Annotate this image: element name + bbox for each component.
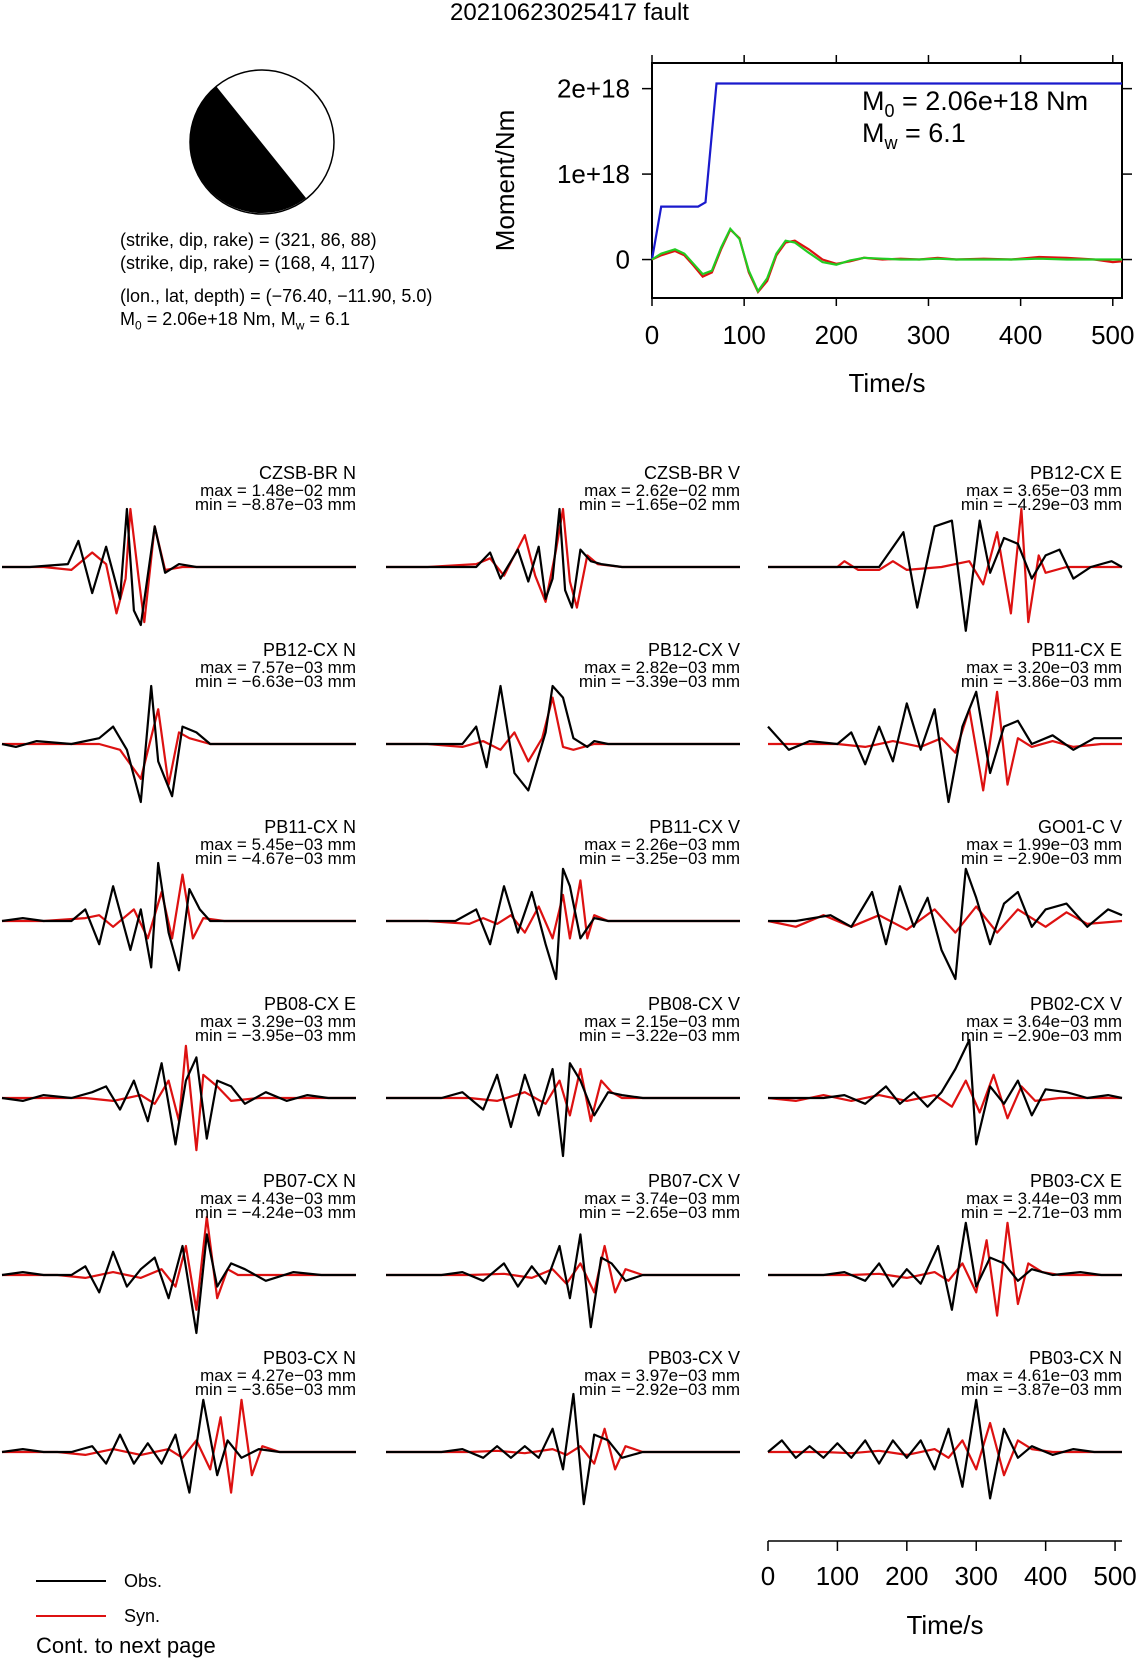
max-amplitude-label: max = 3.29e−03 mm (200, 1012, 356, 1031)
synthetic-waveform (386, 1246, 740, 1292)
max-amplitude-label: max = 3.44e−03 mm (966, 1189, 1122, 1208)
station-label: PB03-CX V (647, 1348, 740, 1368)
waveform-panel (386, 994, 740, 1156)
synthetic-waveform (768, 1075, 1122, 1119)
max-amplitude-label: max = 2.26e−03 mm (584, 835, 740, 854)
min-amplitude-label: min = −2.90e−03 mm (960, 849, 1122, 868)
observed-waveform (768, 869, 1122, 979)
min-amplitude-label: min = −3.95e−03 mm (194, 1026, 356, 1045)
synthetic-waveform (386, 1069, 740, 1121)
legend-obs-label: Obs. (124, 1571, 163, 1591)
page-title: 20210623025417 fault (450, 0, 689, 26)
waveform-grid (0, 460, 1139, 1660)
continue-note: Cont. to next page (36, 1633, 216, 1658)
min-amplitude-label: min = −2.92e−03 mm (578, 1380, 740, 1399)
observed-waveform (768, 1223, 1122, 1310)
synthetic-waveform (386, 880, 740, 938)
waveform-panel (768, 640, 1122, 802)
min-amplitude-label: min = −3.39e−03 mm (578, 672, 740, 691)
waveform-panel (2, 994, 356, 1150)
moment-y-tick-label: 1e+18 (556, 159, 630, 190)
moment-annotation-m0-sub: 0 (884, 101, 895, 121)
max-amplitude-label: max = 4.43e−03 mm (200, 1189, 356, 1208)
station-label: PB07-CX V (647, 1171, 740, 1191)
legend-syn-label: Syn. (124, 1606, 161, 1626)
moment-x-tick-label: 100 (722, 320, 766, 350)
max-amplitude-label: max = 2.62e−02 mm (584, 481, 740, 500)
moment-annotation-m0: $M_0 = 2.06e+18$ Nm (862, 86, 1089, 121)
station-label: PB11-CX N (264, 817, 356, 837)
waveform-x-tick-label: 200 (885, 1561, 929, 1591)
waveform-panel (768, 463, 1122, 631)
observed-waveform (2, 863, 356, 970)
info-line-location: (lon., lat, depth) = (−76.40, −11.90, 5.0) (120, 286, 433, 306)
synthetic-waveform (2, 1046, 356, 1150)
waveform-x-tick-label: 400 (1023, 1561, 1068, 1591)
max-amplitude-label: max = 3.97e−03 mm (584, 1366, 740, 1385)
observed-waveform (386, 1063, 740, 1156)
min-amplitude-label: min = −3.65e−03 mm (194, 1380, 356, 1399)
moment-x-tick-label: 500 (1091, 320, 1135, 350)
observed-waveform (386, 686, 740, 790)
min-amplitude-label: min = −1.65e−02 mm (578, 495, 740, 514)
waveform-panel (386, 817, 740, 979)
legend-obs-line (36, 1580, 106, 1582)
synthetic-waveform (768, 509, 1122, 622)
info-m0-value: = 2.06e+18 Nm, M (141, 309, 296, 329)
max-amplitude-label: max = 1.48e−02 mm (200, 481, 356, 500)
moment-annotation-mw: $M_w = 6.1$ (862, 118, 966, 153)
waveform-panel (2, 1348, 356, 1493)
info-mw-value: = 6.1 (304, 309, 350, 329)
station-label: PB12-CX E (1029, 463, 1122, 483)
max-amplitude-label: max = 7.57e−03 mm (200, 658, 356, 677)
moment-annotation-mw-sub: w (884, 133, 898, 153)
moment-series-line-3 (652, 229, 1122, 291)
min-amplitude-label: min = −3.25e−03 mm (578, 849, 740, 868)
station-label: PB08-CX E (263, 994, 356, 1014)
waveform-x-axis-label: Time/s (906, 1610, 984, 1640)
min-amplitude-label: min = −2.90e−03 mm (960, 1026, 1122, 1045)
moment-x-tick-label: 0 (644, 320, 660, 350)
station-label: PB11-CX V (649, 817, 740, 837)
synthetic-waveform (386, 698, 740, 762)
station-label: PB03-CX N (262, 1348, 356, 1368)
waveform-x-tick-label: 500 (1093, 1561, 1137, 1591)
station-label: PB07-CX N (262, 1171, 356, 1191)
max-amplitude-label: max = 3.20e−03 mm (966, 658, 1122, 677)
station-label: PB12-CX N (262, 640, 356, 660)
max-amplitude-label: max = 4.27e−03 mm (200, 1366, 356, 1385)
observed-waveform (768, 1400, 1122, 1499)
synthetic-waveform (768, 1423, 1122, 1475)
observed-waveform (386, 509, 740, 608)
waveform-panel (386, 1348, 740, 1504)
waveform-panel (2, 1171, 356, 1333)
station-label: PB11-CX E (1031, 640, 1122, 660)
max-amplitude-label: max = 4.61e−03 mm (966, 1366, 1122, 1385)
moment-x-tick-label: 400 (998, 320, 1043, 350)
max-amplitude-label: max = 3.65e−03 mm (966, 481, 1122, 500)
synthetic-waveform (768, 1223, 1122, 1316)
synthetic-waveform (768, 907, 1122, 933)
moment-y-tick-label: 0 (615, 244, 630, 275)
info-m0-sub: 0 (135, 318, 142, 333)
observed-waveform (2, 1400, 356, 1493)
moment-x-tick-label: 300 (906, 320, 951, 350)
waveform-panel (768, 817, 1122, 979)
moment-x-tick-label: 200 (814, 320, 859, 350)
station-label: GO01-C V (1037, 817, 1122, 837)
observed-waveform (386, 1394, 740, 1504)
min-amplitude-label: min = −4.67e−03 mm (194, 849, 356, 868)
station-label: PB03-CX N (1028, 1348, 1122, 1368)
observed-waveform (2, 1057, 356, 1144)
waveform-panel (386, 463, 740, 608)
min-amplitude-label: min = −8.87e−03 mm (194, 495, 356, 514)
waveform-panel (2, 817, 356, 970)
waveform-panel (2, 463, 356, 625)
max-amplitude-label: max = 1.99e−03 mm (966, 835, 1122, 854)
max-amplitude-label: max = 2.15e−03 mm (584, 1012, 740, 1031)
min-amplitude-label: min = −3.86e−03 mm (960, 672, 1122, 691)
max-amplitude-label: max = 5.45e−03 mm (200, 835, 356, 854)
info-line-strike1: (strike, dip, rake) = (321, 86, 88) (120, 230, 377, 250)
waveform-panel (768, 994, 1122, 1144)
moment-y-axis-label: Moment/Nm (490, 109, 520, 252)
station-label: PB12-CX V (647, 640, 740, 660)
waveform-x-tick-label: 0 (760, 1561, 776, 1591)
moment-annotation-m0-value: = 2.06e+18 Nm (894, 86, 1089, 116)
moment-x-axis-label: Time/s (848, 368, 926, 398)
max-amplitude-label: max = 2.82e−03 mm (584, 658, 740, 677)
station-label: PB02-CX V (1029, 994, 1122, 1014)
observed-waveform (768, 1040, 1122, 1144)
station-label: PB03-CX E (1029, 1171, 1122, 1191)
observed-waveform (768, 692, 1122, 802)
min-amplitude-label: min = −3.87e−03 mm (960, 1380, 1122, 1399)
min-amplitude-label: min = −3.22e−03 mm (578, 1026, 740, 1045)
observed-waveform (2, 1234, 356, 1333)
station-label: CZSB-BR N (258, 463, 356, 483)
info-m0-prefix: M (120, 309, 135, 329)
max-amplitude-label: max = 3.74e−03 mm (584, 1189, 740, 1208)
synthetic-waveform (2, 875, 356, 939)
waveform-panel (386, 1171, 740, 1327)
max-amplitude-label: max = 3.64e−03 mm (966, 1012, 1122, 1031)
moment-annotation-mw-value: = 6.1 (897, 118, 966, 148)
info-mw-sub: w (295, 318, 305, 333)
min-amplitude-label: min = −2.71e−03 mm (960, 1203, 1122, 1222)
legend (36, 1563, 256, 1633)
station-label: PB08-CX V (647, 994, 740, 1014)
moment-chart (0, 0, 1139, 420)
min-amplitude-label: min = −2.65e−03 mm (578, 1203, 740, 1222)
moment-series-line-2 (652, 230, 1122, 292)
min-amplitude-label: min = −4.29e−03 mm (960, 495, 1122, 514)
legend-syn-line (36, 1615, 106, 1617)
waveform-x-tick-label: 100 (815, 1561, 860, 1591)
waveform-panel (2, 640, 356, 802)
station-label: CZSB-BR V (643, 463, 740, 483)
waveform-panel (768, 1171, 1122, 1316)
info-line-strike2: (strike, dip, rake) = (168, 4, 117) (120, 253, 376, 273)
observed-waveform (768, 521, 1122, 631)
min-amplitude-label: min = −6.63e−03 mm (194, 672, 356, 691)
moment-y-tick-label: 2e+18 (556, 73, 630, 104)
waveform-x-tick-label: 300 (954, 1561, 998, 1591)
waveform-panel (768, 1348, 1122, 1498)
observed-waveform (386, 869, 740, 979)
waveform-panel (386, 640, 740, 790)
min-amplitude-label: min = −4.24e−03 mm (194, 1203, 356, 1222)
